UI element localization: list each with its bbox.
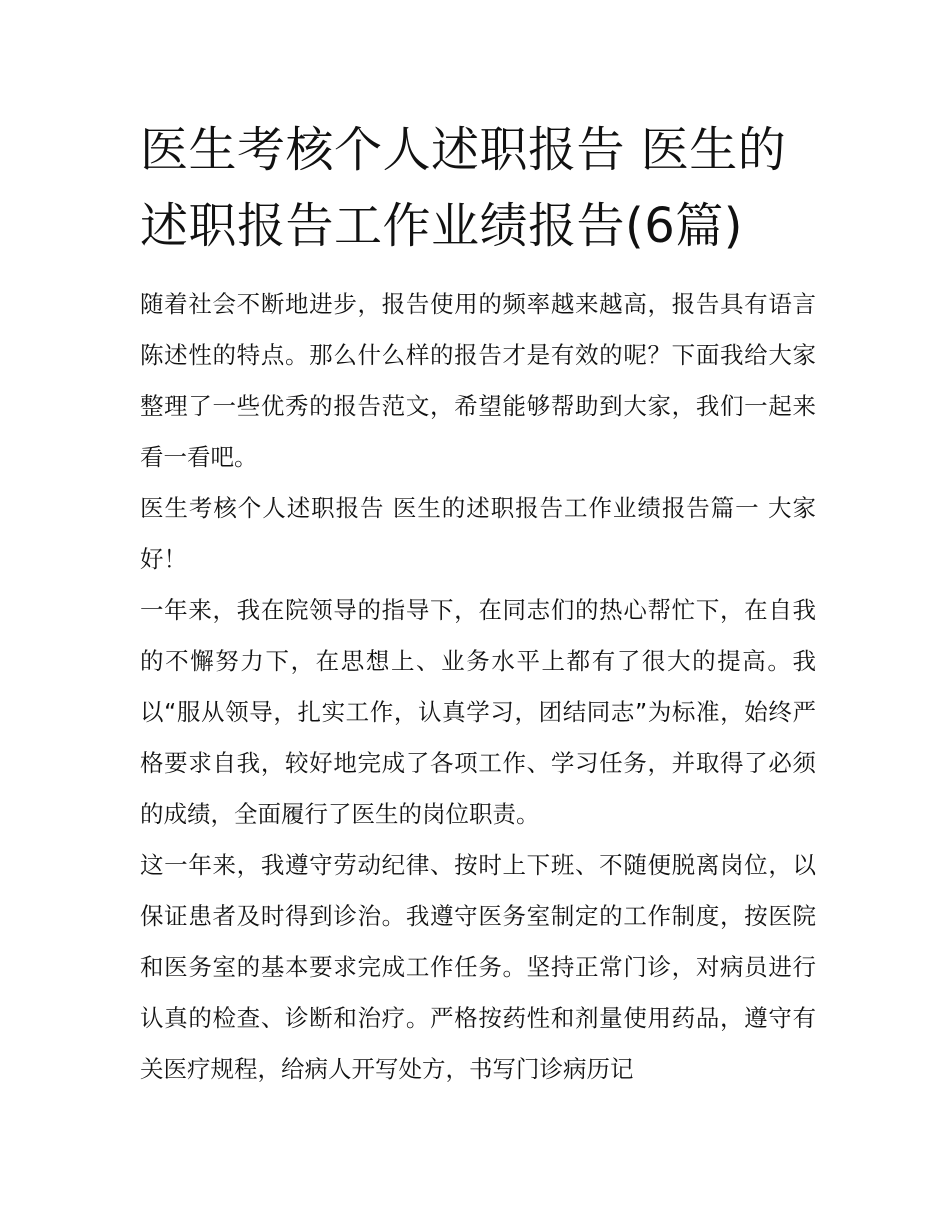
- paragraph-section-heading: 医生考核个人述职报告 医生的述职报告工作业绩报告篇一 大家好！: [140, 494, 816, 573]
- paragraph-intro: 随着社会不断地进步，报告使用的频率越来越高，报告具有语言陈述性的特点。那么什么样的报告才是有效的呢？下面我给大家整理了一些优秀的报告范文，希望能够帮助到大家，我们一起来看一看吧。: [140, 290, 816, 471]
- document-title: 医生考核个人述职报告 医生的述职报告工作业绩报告(6篇): [140, 122, 787, 254]
- document-body: [140, 279, 816, 1095]
- paragraph-body-2: 这一年来，我遵守劳动纪律、按时上下班、不随便脱离岗位，以保证患者及时得到诊治。我遵守医务室制定的工作制度，按医院和医务室的基本要求完成工作任务。坚持正常门诊，对病员进行认真的检查、诊断和治疗。严格按药性和剂量使用药品，遵守有关医疗规程，给病人开写处方，书写门诊病历记: [140, 851, 816, 1083]
- paragraph-body-1: 一年来，我在院领导的指导下，在同志们的热心帮忙下，在自我的不懈努力下，在思想上、业务水平上都有了很大的提高。我以“服从领导，扎实工作，认真学习，团结同志”为标准，始终严格要求自我，较好地完成了各项工作、学习任务，并取得了必须的成绩，全面履行了医生的岗位职责。: [140, 596, 816, 828]
